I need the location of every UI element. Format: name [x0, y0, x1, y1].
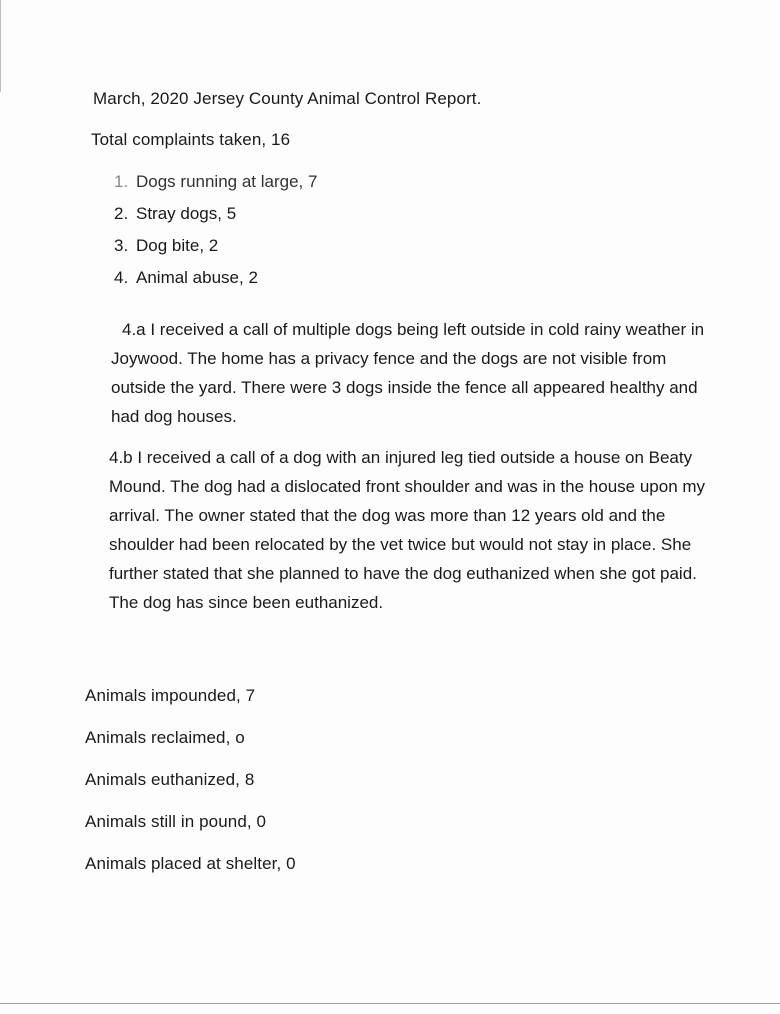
list-item	[114, 235, 317, 267]
list-item	[114, 203, 317, 235]
list-item-number: 3.	[114, 236, 129, 255]
list-item-text: Animal abuse, 2	[136, 268, 258, 287]
list-item-text: Dog bite, 2	[136, 236, 219, 255]
list-item-number: 4.	[114, 268, 129, 287]
list-item-text: Dogs running at large, 7	[136, 172, 318, 191]
stat-still-in-pound: Animals still in pound, 0	[85, 812, 267, 831]
total-complaints: Total complaints taken, 16	[91, 130, 291, 149]
stat-placed-at-shelter: Animals placed at shelter, 0	[85, 854, 296, 873]
list-item-text: Stray dogs, 5	[136, 204, 237, 223]
incident-note-b: 4.b I received a call of a dog with an injured leg tied outside a house on Beaty Mound. The dog had a dislocated front shoulder and was in the house upon my arrival. The owner stated that the dog was more than 12 years old and the shoulder had been relocated by the vet twice but would not stay in place. She further stated that she planned to have the dog euthanized when she got paid. The dog has since been euthanized.	[109, 448, 706, 612]
stat-impounded: Animals impounded, 7	[85, 686, 256, 705]
list-item-number: 2.	[114, 204, 129, 223]
list-item	[114, 267, 317, 299]
page-edge-mark	[0, 0, 1, 92]
stat-euthanized: Animals euthanized, 8	[85, 770, 255, 789]
stat-reclaimed: Animals reclaimed, o	[85, 728, 245, 747]
page-bottom-rule	[0, 1003, 780, 1004]
incident-note-a: 4.a I received a call of multiple dogs being left outside in cold rainy weather in Joywood. The home has a privacy fence and the dogs are not visible from outside the yard. There were 3 dogs inside the fence all appeared healthy and had dog houses.	[111, 320, 705, 426]
list-item	[114, 171, 317, 203]
complaint-list	[114, 171, 317, 299]
list-item-number: 1.	[114, 172, 129, 191]
report-title: March, 2020 Jersey County Animal Control Report.	[93, 89, 482, 108]
